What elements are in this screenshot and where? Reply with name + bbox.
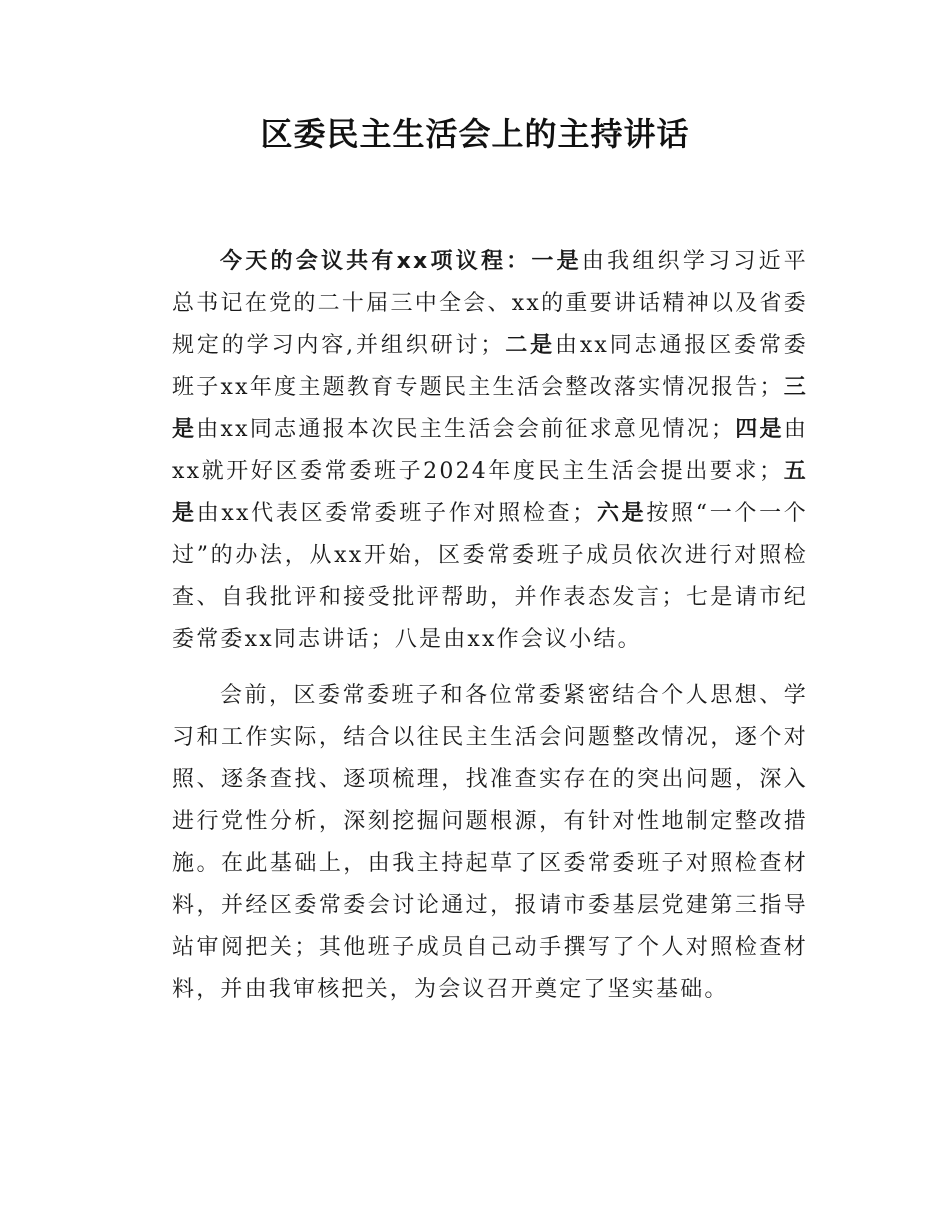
agenda-item-3-label: 三是 [172,375,808,442]
document-title: 区委民主生活会上的主持讲话 [260,115,690,153]
agenda-item-4-label: 四是 [735,417,784,442]
agenda-item-4-text: 由xx就开好区委常委班子2024年度民主生活会提出要求； [172,417,809,484]
preparation-paragraph: 会前，区委常委班子和各位常委紧密结合个人思想、学习和工作实际，结合以往民主生活会问题整改情况，逐个对照、逐条查找、逐项梳理，找准查实存在的突出问题，深入进行党性分析，深刻挖掘问题根源，有针对性地制定整改措施。在此基础上，由我主持起草了区委常委班子对照检查材料，并经区委常委会讨论通过，报请市委基层党建第三指导站审阅把关；其他班子成员自己动手撰写了个人对照检查材料，并由我审核把关，为会议召开奠定了坚实基础。 [172,683,808,1002]
agenda-item-2-text: 由xx同志通报区委常委班子xx年度主题教育专题民主生活会整改落实情况报告； [172,333,809,400]
agenda-lead: 今天的会议共有xx项议程： [220,249,532,274]
agenda-item-6-label: 六是 [596,501,647,526]
document-body [172,241,808,1025]
agenda-item-1-label: 一是 [531,249,582,274]
agenda-item-1-lead: 由我 [581,249,633,274]
agenda-item-1-text: 组织学习习近平总书记在党的二十届三中全会、xx的重要讲话精神以及省委规定的学习内容,并组织研讨； [172,249,809,358]
agenda-item-6-text: 按照“一个一个过”的办法，从xx开始，区委常委班子成员依次进行对照检查、自我批评和接受批评帮助，并作表态发言；七是请市纪委常委xx同志讲话；八是由xx作会议小结。 [172,501,808,652]
agenda-item-2-label: 二是 [504,333,555,358]
agenda-item-3-text: 由xx同志通报本次民主生活会会前征求意见情况； [196,417,736,442]
agenda-item-5-text: 由xx代表区委常委班子作对照检查； [196,501,597,526]
agenda-item-5-label: 五是 [172,459,808,526]
agenda-paragraph [172,241,808,661]
